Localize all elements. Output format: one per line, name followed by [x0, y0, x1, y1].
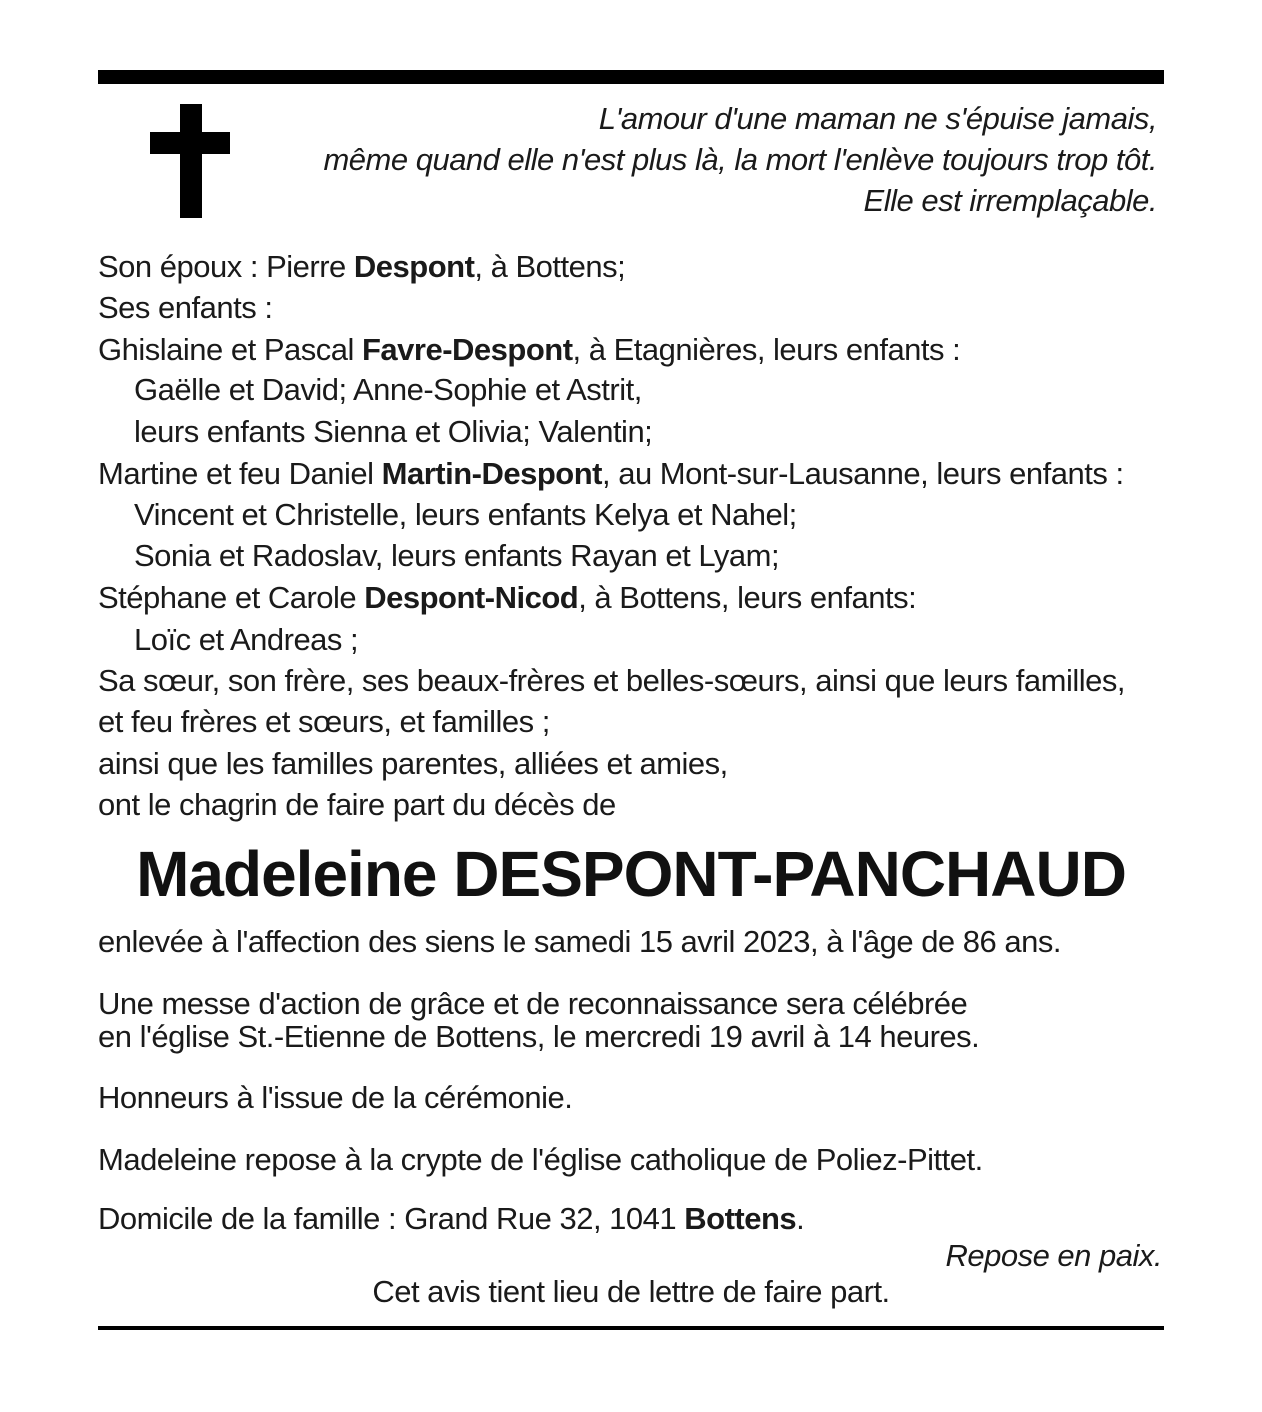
death-notice: enlevée à l'affection des siens le samedi 15 avril 2023, à l'âge de 86 ans.: [98, 924, 1061, 959]
quote-line: Elle est irremplaçable.: [863, 183, 1157, 218]
family-line: Gaëlle et David; Anne-Sophie et Astrit,: [134, 372, 642, 407]
family-line: ainsi que les familles parentes, alliées et amies,: [98, 746, 728, 781]
rest-in-peace: Repose en paix.: [945, 1238, 1162, 1273]
family-line: et feu frères et sœurs, et familles ;: [98, 704, 550, 739]
quote-line: L'amour d'une maman ne s'épuise jamais,: [598, 101, 1157, 136]
domicile-line: Domicile de la famille : Grand Rue 32, 1041 Bottens.: [98, 1201, 805, 1236]
family-line: Ghislaine et Pascal Favre-Despont, à Etagnières, leurs enfants :: [98, 332, 961, 367]
quote-line: même quand elle n'est plus là, la mort l'enlève toujours trop tôt.: [323, 142, 1157, 177]
family-line: Stéphane et Carole Despont-Nicod, à Bottens, leurs enfants:: [98, 580, 917, 615]
family-line: Sa sœur, son frère, ses beaux-frères et belles-sœurs, ainsi que leurs familles,: [98, 663, 1125, 698]
repose-line: Madeleine repose à la crypte de l'église catholique de Poliez-Pittet.: [98, 1142, 983, 1177]
deceased-name: Madeleine DESPONT-PANCHAUD: [136, 838, 1126, 910]
mass-line-2: en l'église St.-Etienne de Bottens, le mercredi 19 avril à 14 heures.: [98, 1019, 980, 1054]
family-line: Sonia et Radoslav, leurs enfants Rayan et Lyam;: [134, 538, 780, 573]
family-line: Vincent et Christelle, leurs enfants Kelya et Nahel;: [134, 497, 797, 532]
family-line: leurs enfants Sienna et Olivia; Valentin;: [134, 414, 653, 449]
family-line: Ses enfants :: [98, 290, 273, 325]
cross-icon: [150, 104, 230, 218]
top-rule: [98, 70, 1164, 84]
mass-line-1: Une messe d'action de grâce et de reconnaissance sera célébrée: [98, 986, 968, 1021]
family-line: ont le chagrin de faire part du décès de: [98, 787, 616, 822]
family-line: Loïc et Andreas ;: [134, 622, 359, 657]
notice-footer: Cet avis tient lieu de lettre de faire part.: [372, 1274, 890, 1309]
epitaph-quote: [323, 98, 1157, 221]
honours-line: Honneurs à l'issue de la cérémonie.: [98, 1080, 573, 1115]
bottom-rule: [98, 1326, 1164, 1330]
family-line: Martine et feu Daniel Martin-Despont, au Mont-sur-Lausanne, leurs enfants :: [98, 456, 1124, 491]
family-line: Son époux : Pierre Despont, à Bottens;: [98, 249, 626, 284]
